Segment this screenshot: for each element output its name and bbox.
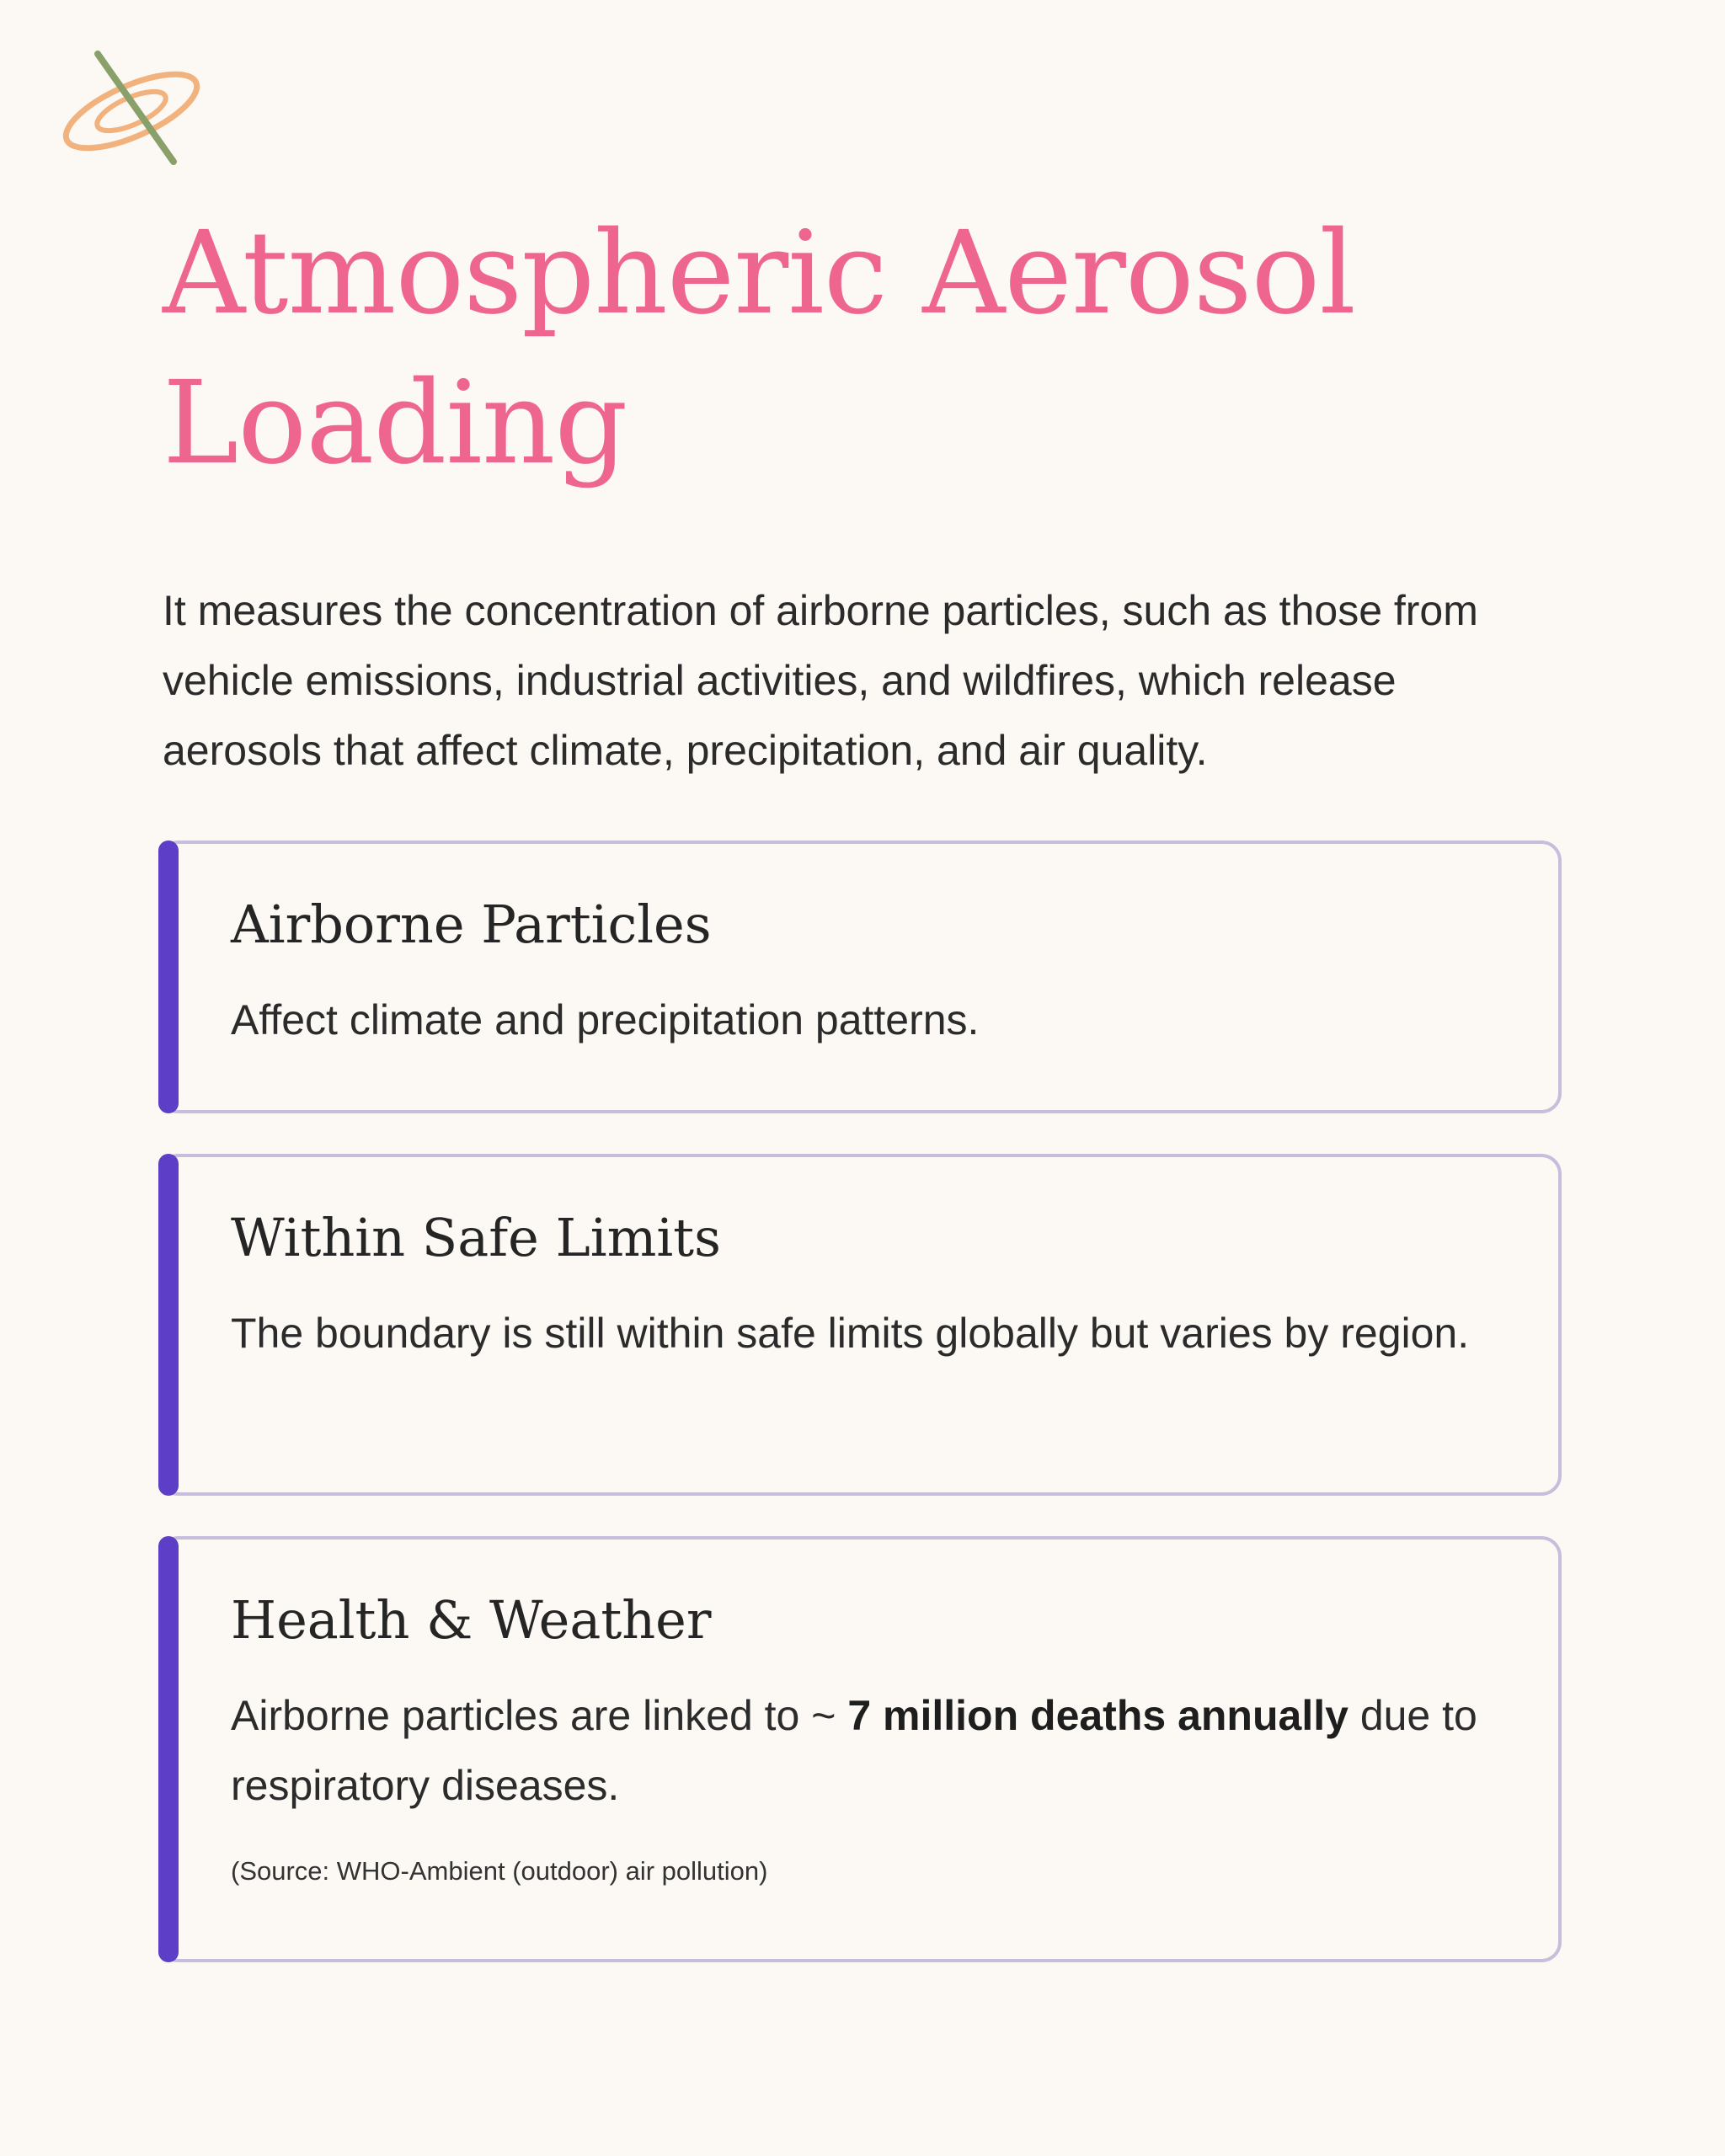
intro-paragraph: It measures the concentration of airborne particles, such as those from vehicle emissions, industrial activities, and wildfires, which release aerosols that affect climate, precipitation, and air quality. — [163, 587, 1478, 774]
planet-ring-icon — [62, 49, 211, 168]
card-title: Within Safe Limits — [231, 1207, 721, 1268]
card-accent-bar — [158, 1536, 179, 1962]
card-airborne-particles — [158, 841, 1562, 1113]
deaths-stat: 7 million deaths annually — [847, 1692, 1348, 1739]
card-health-weather — [158, 1536, 1562, 1962]
card-accent-bar — [158, 1154, 179, 1496]
card-within-safe-limits — [158, 1154, 1562, 1496]
card-accent-bar — [158, 841, 179, 1113]
card-text — [231, 1681, 1494, 1821]
card-title: Health & Weather — [231, 1589, 712, 1651]
card-text: Affect climate and precipitation patterns. — [231, 996, 980, 1043]
card-text: The boundary is still within safe limits globally but varies by region. — [231, 1310, 1470, 1357]
card-text-start: Airborne particles are linked to ~ — [231, 1692, 848, 1739]
source-citation: (Source: WHO-Ambient (outdoor) air pollution) — [231, 1856, 768, 1886]
card-text-end: due to respiratory diseases. — [231, 1692, 1477, 1809]
page-title: Atmospheric Aerosol Loading — [163, 207, 1355, 490]
card-title: Airborne Particles — [231, 894, 712, 955]
